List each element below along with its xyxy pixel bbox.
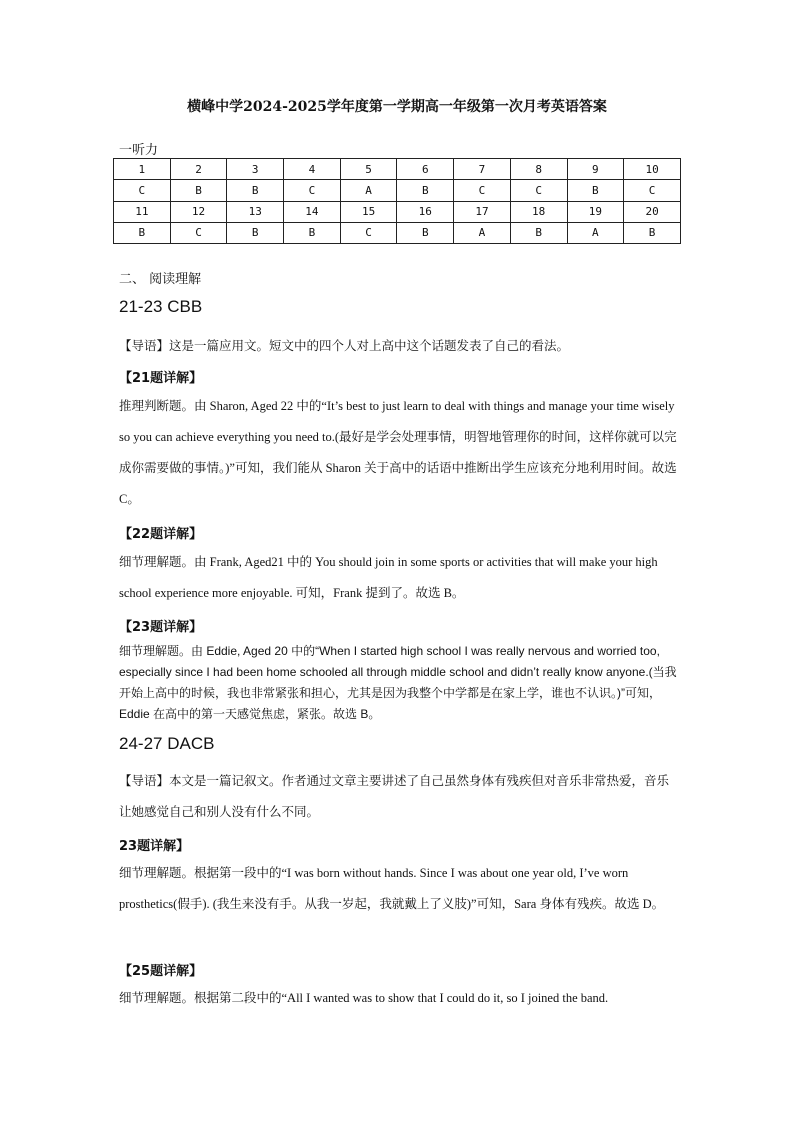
section-listening-label: 一听力 bbox=[119, 143, 159, 158]
table-cell: 17 bbox=[454, 201, 511, 222]
table-cell: C bbox=[340, 222, 397, 243]
table-row bbox=[114, 222, 681, 243]
table-cell: C bbox=[510, 180, 567, 201]
table-cell: 14 bbox=[284, 201, 341, 222]
table-cell: C bbox=[624, 180, 681, 201]
q24-tag: 23题详解】 bbox=[119, 839, 190, 854]
table-cell: 20 bbox=[624, 201, 681, 222]
table-cell: A bbox=[567, 222, 624, 243]
q25-tag: 【25题详解】 bbox=[119, 964, 203, 979]
table-cell: 5 bbox=[340, 159, 397, 180]
table-row bbox=[114, 159, 681, 180]
table-cell: 7 bbox=[454, 159, 511, 180]
q22-text: 细节理解题。由 Frank, Aged21 中的 You should join in some sports or activities that will make your high school experience more enjoyable. 可知，Frank 提到了。故选 B。 bbox=[119, 555, 658, 600]
table-row bbox=[114, 180, 681, 201]
q25-text: 细节理解题。根据第二段中的“All I wanted was to show that I could do it, so I joined the band. bbox=[119, 991, 609, 1005]
table-cell: C bbox=[170, 222, 227, 243]
table-row bbox=[114, 201, 681, 222]
table-cell: B bbox=[567, 180, 624, 201]
table-cell: 8 bbox=[510, 159, 567, 180]
q22-tag: 【22题详解】 bbox=[119, 527, 203, 542]
table-cell: C bbox=[454, 180, 511, 201]
table-cell: 18 bbox=[510, 201, 567, 222]
group1-intro: 【导语】这是一篇应用文。短文中的四个人对上高中这个话题发表了自己的看法。 bbox=[119, 339, 570, 353]
table-cell: 11 bbox=[114, 201, 171, 222]
table-cell: 10 bbox=[624, 159, 681, 180]
table-cell: 16 bbox=[397, 201, 454, 222]
table-cell: 3 bbox=[227, 159, 284, 180]
table-cell: B bbox=[624, 222, 681, 243]
q21-tag: 【21题详解】 bbox=[119, 371, 203, 386]
table-cell: C bbox=[114, 180, 171, 201]
table-cell: C bbox=[284, 180, 341, 201]
group2-intro: 【导语】本文是一篇记叙文。作者通过文章主要讲述了自己虽然身体有残疾但对音乐非常热爱，音乐让她感觉自己和别人没有什么不同。 bbox=[119, 774, 670, 819]
table-cell: A bbox=[454, 222, 511, 243]
answer-table bbox=[113, 158, 681, 244]
q23-tag: 【23题详解】 bbox=[119, 620, 203, 635]
table-cell: 19 bbox=[567, 201, 624, 222]
table-cell: B bbox=[397, 222, 454, 243]
q23-text: 细节理解题。由 Eddie, Aged 20 中的“When I started high school I was really nervous and worried too, especially since I had been home schooled all through middle school and didn’t really know anyone.(当我开始上高中的时候，我也非常紧张和担心，尤其是因为我整个中学都是在家上学，谁也不认识。)”可知，Eddie 在高中的第一天感觉焦虑，紧张。故选 B。 bbox=[119, 644, 677, 721]
table-cell: 2 bbox=[170, 159, 227, 180]
table-cell: 6 bbox=[397, 159, 454, 180]
table-cell: 4 bbox=[284, 159, 341, 180]
table-cell: 13 bbox=[227, 201, 284, 222]
table-cell: 12 bbox=[170, 201, 227, 222]
q21-text: 推理判断题。由 Sharon, Aged 22 中的“It’s best to just learn to deal with things and manage your time wisely so you can achieve everything you need to.(最好是学会处理事情，明智地管理你的时间，这样你就可以完成你需要做的事情。)”可知，我们能从 Sharon 关于高中的话语中推断出学生应该充分地利用时间。故选 C。 bbox=[119, 399, 677, 506]
table-cell: B bbox=[227, 222, 284, 243]
section-reading-label: 二、 阅读理解 bbox=[119, 272, 202, 287]
table-cell: A bbox=[340, 180, 397, 201]
table-cell: B bbox=[170, 180, 227, 201]
q24-text: 细节理解题。根据第一段中的“I was born without hands. Since I was about one year old, I’ve worn prosthetics(假手). (我生来没有手。从我一岁起，我就戴上了义肢)”可知，Sara 身体有残疾。故选 D。 bbox=[119, 866, 665, 911]
table-cell: B bbox=[510, 222, 567, 243]
table-cell: B bbox=[284, 222, 341, 243]
table-cell: 1 bbox=[114, 159, 171, 180]
table-cell: 9 bbox=[567, 159, 624, 180]
table-cell: B bbox=[227, 180, 284, 201]
group1-heading: 21-23 CBB bbox=[119, 297, 203, 316]
group2-heading: 24-27 DACB bbox=[119, 734, 215, 753]
page-title: 横峰中学2024-2025学年度第一学期高一年级第一次月考英语答案 bbox=[187, 99, 607, 115]
table-cell: B bbox=[114, 222, 171, 243]
table-cell: B bbox=[397, 180, 454, 201]
table-cell: 15 bbox=[340, 201, 397, 222]
